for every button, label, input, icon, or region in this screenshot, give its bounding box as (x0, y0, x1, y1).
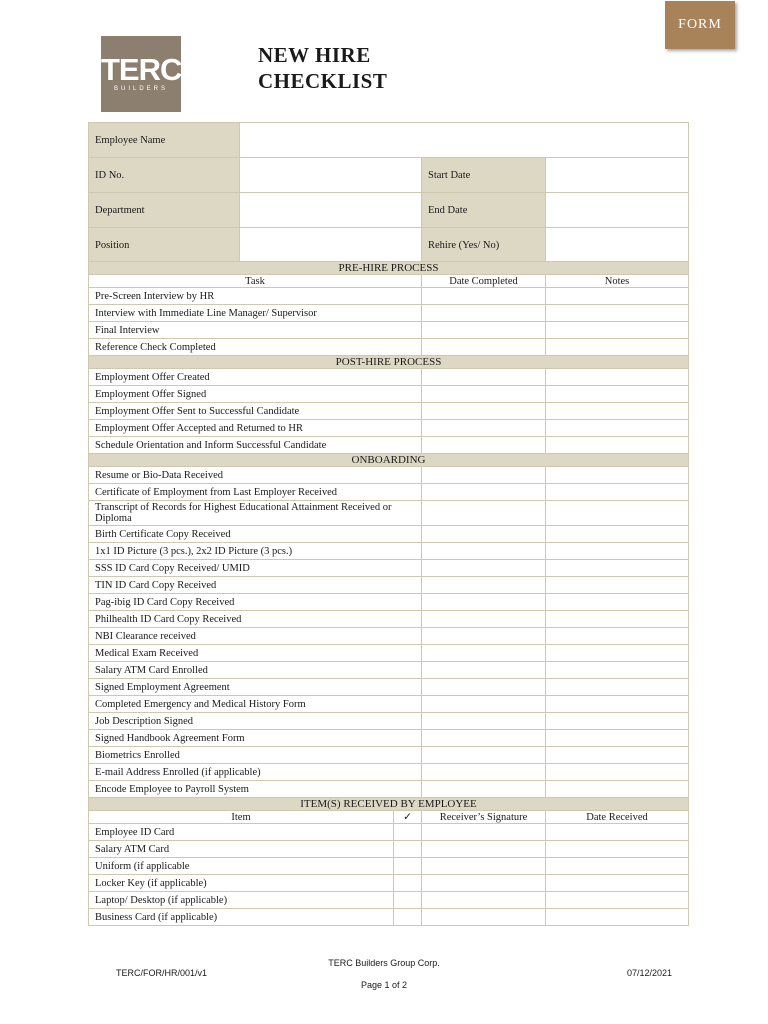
item-received-row (89, 909, 689, 926)
footer-company: TERC Builders Group Corp. (328, 958, 440, 968)
checklist-row (89, 747, 689, 764)
notes-cell[interactable] (546, 679, 689, 696)
column-header-date-received: Date Received (546, 811, 689, 824)
rehire-label: Rehire (Yes/ No) (422, 228, 546, 263)
item-received-row (89, 858, 689, 875)
notes-cell[interactable] (546, 577, 689, 594)
section-header (89, 798, 689, 811)
notes-cell[interactable] (546, 747, 689, 764)
item-label: Employee ID Card (89, 824, 394, 841)
task-label: Reference Check Completed (89, 339, 422, 356)
checklist-row (89, 322, 689, 339)
employee-name-label: Employee Name (89, 123, 240, 158)
column-header-notes: Notes (546, 275, 689, 288)
notes-cell[interactable] (546, 484, 689, 501)
section-title: PRE-HIRE PROCESS (89, 262, 689, 275)
receiver-signature-cell[interactable] (422, 841, 546, 858)
notes-cell[interactable] (546, 764, 689, 781)
notes-cell[interactable] (546, 467, 689, 484)
notes-cell[interactable] (546, 696, 689, 713)
position-label: Position (89, 228, 240, 263)
end-date-label: End Date (422, 193, 546, 228)
task-label: Interview with Immediate Line Manager/ Supervisor (89, 305, 422, 322)
item-label: Uniform (if applicable (89, 858, 394, 875)
receiver-signature-cell[interactable] (422, 824, 546, 841)
date-completed-cell[interactable] (422, 696, 546, 713)
task-label: Schedule Orientation and Inform Successful Candidate (89, 437, 422, 454)
checklist-row (89, 369, 689, 386)
date-completed-cell[interactable] (422, 386, 546, 403)
checklist-row (89, 594, 689, 611)
task-label: Employment Offer Signed (89, 386, 422, 403)
date-completed-cell[interactable] (422, 713, 546, 730)
date-completed-cell[interactable] (422, 369, 546, 386)
task-label: Final Interview (89, 322, 422, 339)
end-date-field[interactable] (546, 193, 689, 228)
column-header-row (89, 275, 689, 288)
item-received-row (89, 892, 689, 909)
date-completed-cell[interactable] (422, 560, 546, 577)
date-completed-cell[interactable] (422, 645, 546, 662)
title-line-2: CHECKLIST (258, 69, 388, 93)
section-title: ITEM(S) RECEIVED BY EMPLOYEE (89, 798, 689, 811)
id-no-field[interactable] (240, 158, 422, 193)
received-checkbox[interactable] (394, 841, 422, 858)
checklist-row (89, 628, 689, 645)
checklist-row (89, 288, 689, 305)
notes-cell[interactable] (546, 628, 689, 645)
receiver-signature-cell[interactable] (422, 909, 546, 926)
column-header-date-completed: Date Completed (422, 275, 546, 288)
section-header (89, 454, 689, 467)
date-completed-cell[interactable] (422, 730, 546, 747)
checklist-row (89, 764, 689, 781)
checklist-row (89, 662, 689, 679)
notes-cell[interactable] (546, 662, 689, 679)
checklist-row (89, 386, 689, 403)
checklist-row (89, 713, 689, 730)
item-received-row (89, 824, 689, 841)
department-field[interactable] (240, 193, 422, 228)
notes-cell[interactable] (546, 339, 689, 356)
checklist-row (89, 484, 689, 501)
task-label: Signed Employment Agreement (89, 679, 422, 696)
id-no-label: ID No. (89, 158, 240, 193)
checklist-row (89, 339, 689, 356)
checklist-row (89, 611, 689, 628)
notes-cell[interactable] (546, 288, 689, 305)
date-completed-cell[interactable] (422, 679, 546, 696)
notes-cell[interactable] (546, 526, 689, 543)
notes-cell[interactable] (546, 322, 689, 339)
task-label: Certificate of Employment from Last Employer Received (89, 484, 422, 501)
checklist-row (89, 501, 689, 526)
column-header-check: ✓ (394, 811, 422, 824)
column-header-receiver-signature: Receiver’s Signature (422, 811, 546, 824)
received-checkbox[interactable] (394, 875, 422, 892)
checklist-row (89, 467, 689, 484)
task-label: Salary ATM Card Enrolled (89, 662, 422, 679)
notes-cell[interactable] (546, 611, 689, 628)
date-completed-cell[interactable] (422, 747, 546, 764)
task-label: Encode Employee to Payroll System (89, 781, 422, 798)
footer-date: 07/12/2021 (626, 968, 672, 978)
section-title: POST-HIRE PROCESS (89, 356, 689, 369)
notes-cell[interactable] (546, 305, 689, 322)
position-field[interactable] (240, 228, 422, 263)
title-line-1: NEW HIRE (258, 43, 371, 67)
received-checkbox[interactable] (394, 909, 422, 926)
column-header-row (89, 811, 689, 824)
date-completed-cell[interactable] (422, 322, 546, 339)
item-received-row (89, 875, 689, 892)
task-label: Medical Exam Received (89, 645, 422, 662)
date-completed-cell[interactable] (422, 484, 546, 501)
notes-cell[interactable] (546, 543, 689, 560)
date-completed-cell[interactable] (422, 577, 546, 594)
rehire-field[interactable] (546, 228, 689, 263)
footer-form-code: TERC/FOR/HR/001/v1 (116, 968, 208, 978)
task-label: Job Description Signed (89, 713, 422, 730)
date-completed-cell[interactable] (422, 467, 546, 484)
checklist-row (89, 645, 689, 662)
checklist-row (89, 696, 689, 713)
receiver-signature-cell[interactable] (422, 875, 546, 892)
checklist-row (89, 403, 689, 420)
department-label: Department (89, 193, 240, 228)
task-label: Completed Emergency and Medical History Form (89, 696, 422, 713)
notes-cell[interactable] (546, 437, 689, 454)
terc-logo (101, 36, 181, 112)
notes-cell[interactable] (546, 501, 689, 526)
column-header-item: Item (89, 811, 394, 824)
date-completed-cell[interactable] (422, 526, 546, 543)
task-label: Birth Certificate Copy Received (89, 526, 422, 543)
date-completed-cell[interactable] (422, 594, 546, 611)
item-label: Laptop/ Desktop (if applicable) (89, 892, 394, 909)
task-label: Employment Offer Sent to Successful Candidate (89, 403, 422, 420)
task-label: Philhealth ID Card Copy Received (89, 611, 422, 628)
date-received-cell[interactable] (546, 841, 689, 858)
logo-sub-text: BUILDERS (113, 86, 168, 92)
task-label: Biometrics Enrolled (89, 747, 422, 764)
task-label: 1x1 ID Picture (3 pcs.), 2x2 ID Picture (3 pcs.) (89, 543, 422, 560)
date-completed-cell[interactable] (422, 543, 546, 560)
section-header (89, 356, 689, 369)
checklist-row (89, 560, 689, 577)
task-label: Employment Offer Accepted and Returned to HR (89, 420, 422, 437)
notes-cell[interactable] (546, 730, 689, 747)
notes-cell[interactable] (546, 594, 689, 611)
notes-cell[interactable] (546, 420, 689, 437)
start-date-field[interactable] (546, 158, 689, 193)
task-label: E-mail Address Enrolled (if applicable) (89, 764, 422, 781)
item-label: Business Card (if applicable) (89, 909, 394, 926)
section-title: ONBOARDING (89, 454, 689, 467)
page-title (258, 42, 387, 94)
date-completed-cell[interactable] (422, 420, 546, 437)
date-completed-cell[interactable] (422, 403, 546, 420)
task-label: Pre-Screen Interview by HR (89, 288, 422, 305)
notes-cell[interactable] (546, 645, 689, 662)
date-received-cell[interactable] (546, 875, 689, 892)
date-completed-cell[interactable] (422, 501, 546, 526)
receiver-signature-cell[interactable] (422, 858, 546, 875)
notes-cell[interactable] (546, 386, 689, 403)
checklist-row (89, 577, 689, 594)
date-received-cell[interactable] (546, 858, 689, 875)
task-label: NBI Clearance received (89, 628, 422, 645)
date-completed-cell[interactable] (422, 339, 546, 356)
received-checkbox[interactable] (394, 858, 422, 875)
section-header (89, 262, 689, 275)
task-label: Transcript of Records for Highest Educational Attainment Received or Diploma (89, 501, 422, 526)
task-label: Resume or Bio-Data Received (89, 467, 422, 484)
checklist-row (89, 543, 689, 560)
checklist-table (88, 261, 689, 926)
item-label: Locker Key (if applicable) (89, 875, 394, 892)
task-label: SSS ID Card Copy Received/ UMID (89, 560, 422, 577)
notes-cell[interactable] (546, 781, 689, 798)
date-completed-cell[interactable] (422, 437, 546, 454)
notes-cell[interactable] (546, 713, 689, 730)
checklist-row (89, 679, 689, 696)
checklist-row (89, 420, 689, 437)
footer-page-number: Page 1 of 2 (360, 980, 408, 990)
column-header-task: Task (89, 275, 422, 288)
date-completed-cell[interactable] (422, 764, 546, 781)
item-received-row (89, 841, 689, 858)
logo-main-text: TERC (101, 52, 182, 87)
employee-info-table (88, 122, 689, 263)
checklist-row (89, 305, 689, 322)
date-completed-cell[interactable] (422, 305, 546, 322)
task-label: Employment Offer Created (89, 369, 422, 386)
date-received-cell[interactable] (546, 909, 689, 926)
task-label: Pag-ibig ID Card Copy Received (89, 594, 422, 611)
date-received-cell[interactable] (546, 824, 689, 841)
checklist-row (89, 437, 689, 454)
checklist-row (89, 730, 689, 747)
notes-cell[interactable] (546, 560, 689, 577)
task-label: Signed Handbook Agreement Form (89, 730, 422, 747)
task-label: TIN ID Card Copy Received (89, 577, 422, 594)
employee-name-field[interactable] (240, 123, 689, 158)
date-completed-cell[interactable] (422, 628, 546, 645)
received-checkbox[interactable] (394, 892, 422, 909)
notes-cell[interactable] (546, 403, 689, 420)
received-checkbox[interactable] (394, 824, 422, 841)
checklist-row (89, 526, 689, 543)
date-completed-cell[interactable] (422, 662, 546, 679)
date-completed-cell[interactable] (422, 781, 546, 798)
date-completed-cell[interactable] (422, 288, 546, 305)
date-received-cell[interactable] (546, 892, 689, 909)
start-date-label: Start Date (422, 158, 546, 193)
receiver-signature-cell[interactable] (422, 892, 546, 909)
checklist-row (89, 781, 689, 798)
form-tag: FORM (665, 1, 735, 49)
notes-cell[interactable] (546, 369, 689, 386)
date-completed-cell[interactable] (422, 611, 546, 628)
item-label: Salary ATM Card (89, 841, 394, 858)
